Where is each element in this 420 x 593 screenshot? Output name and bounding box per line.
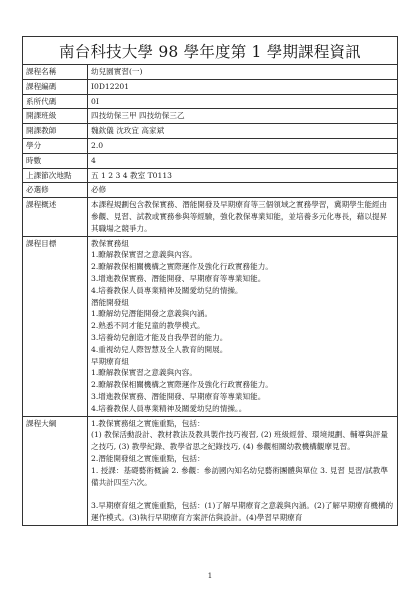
label-course-name: 課程名稱 xyxy=(23,65,88,80)
goal-line: 4.重視幼兒人際智慧及全人教育的開展。 xyxy=(91,344,228,354)
label-required: 必選修 xyxy=(23,183,88,198)
value-class: 四技幼保三甲 四技幼保三乙 xyxy=(88,109,398,124)
goal-line: 2.瞭解教保相關機構之實際運作及強化行政實務能力。 xyxy=(91,262,273,272)
outline-paragraph: 2.潛能開發組之實施重點，包括： xyxy=(91,453,205,463)
value-dept-code: 0I xyxy=(88,94,398,109)
row-dept-code xyxy=(23,94,398,109)
outline-paragraph: 3.早期療育組之實施重點，包括：(1)了解早期療育之意義與內涵。(2)了解早期療育機構的運作模式。(3)執行早期療育方案評估與設計。(4)學習早期療育 xyxy=(91,501,394,522)
value-credits: 2.0 xyxy=(88,138,398,153)
row-outline xyxy=(23,416,398,525)
row-goals xyxy=(23,236,398,416)
goal-line: 1.瞭解幼兒潛能開發之意義與內涵。 xyxy=(91,309,213,319)
outline-paragraph: 1.教保實務組之實施重點，包括： xyxy=(91,418,205,428)
goal-line: 2.瞭解教保相關機構之實際運作及強化行政實務能力。 xyxy=(91,380,273,390)
label-goals: 課程目標 xyxy=(23,236,88,416)
label-hours: 時數 xyxy=(23,153,88,168)
row-schedule xyxy=(23,168,398,183)
row-teacher xyxy=(23,124,398,139)
outline-paragraph: 1. 授課：基礎藝術概論 2. 參觀：參訪國內知名幼兒藝術團體與單位 3. 見習 見習/試教準備共計四至六次。 xyxy=(91,465,388,487)
value-required: 必修 xyxy=(88,183,398,198)
value-teacher: 魏欽儀 沈玫宜 高家斌 xyxy=(88,124,398,139)
goal-line: 3.增進教保實務、潛能開發、早期療育等專業知能。 xyxy=(91,273,266,283)
row-class xyxy=(23,109,398,124)
goal-line: 4.培養教保人員專業精神及關愛幼兒的情操。 xyxy=(91,285,243,295)
goal-line: 3.培養幼兒創造才能及自我學習的能力。 xyxy=(91,332,228,342)
page-title: 南台科技大學 98 學年度第 1 學期課程資訊 xyxy=(22,36,398,64)
goal-line: 教保實務組 xyxy=(91,238,129,248)
label-dept-code: 系所代碼 xyxy=(23,94,88,109)
label-overview: 課程概述 xyxy=(23,198,88,236)
row-course-name xyxy=(23,65,398,80)
outline-paragraph: (1) 教保活動設計、教材教法及教具製作技巧複習, (2) 班級經營、環境規劃、輔導與評量之技巧, (3) 教學紀錄、教學省思之紀錄技巧, (4) 參觀相關幼教機構觀摩見習。 xyxy=(91,430,388,452)
goal-line: 1.瞭解教保實習之意義與內容。 xyxy=(91,368,197,378)
value-overview: 本課程規劃包含教保實務、潛能開發及早期療育等三個領域之實務學習，冀期學生能經由參觀、見習、試教或實務參與等經驗，強化教保專業知能，並培養多元化專長，藉以提昇其職場之競爭力。 xyxy=(88,198,398,236)
row-overview xyxy=(23,198,398,236)
course-info-table xyxy=(22,64,398,526)
goal-line: 4.培養教保人員專業精神及關愛幼兒的情操。。 xyxy=(91,403,247,413)
row-required xyxy=(23,183,398,198)
goal-line: 2.熟悉不同才能兒童的教學模式。 xyxy=(91,321,205,331)
outline-paragraph xyxy=(91,488,394,500)
value-hours: 4 xyxy=(88,153,398,168)
page-number: 1 xyxy=(207,572,213,580)
value-outline xyxy=(88,416,398,525)
value-course-code: I0D12201 xyxy=(88,79,398,94)
label-credits: 學分 xyxy=(23,138,88,153)
label-outline: 課程大綱 xyxy=(23,416,88,525)
value-schedule: 五 1 2 3 4 教室 T0113 xyxy=(88,168,398,183)
label-schedule: 上課節次地點 xyxy=(23,168,88,183)
label-teacher: 開課教師 xyxy=(23,124,88,139)
value-course-name: 幼兒園實習(一) xyxy=(88,65,398,80)
goal-line: 早期療育組 xyxy=(91,356,129,366)
goal-line: 潛能開發組 xyxy=(91,297,129,307)
row-hours xyxy=(23,153,398,168)
label-class: 開課班級 xyxy=(23,109,88,124)
label-course-code: 課程編碼 xyxy=(23,79,88,94)
row-course-code xyxy=(23,79,398,94)
goal-line: 3.增進教保實務、潛能開發、早期療育等專業知能。 xyxy=(91,391,266,401)
row-credits xyxy=(23,138,398,153)
value-goals xyxy=(88,236,398,416)
goal-line: 1.瞭解教保實習之意義與內容。 xyxy=(91,250,197,260)
